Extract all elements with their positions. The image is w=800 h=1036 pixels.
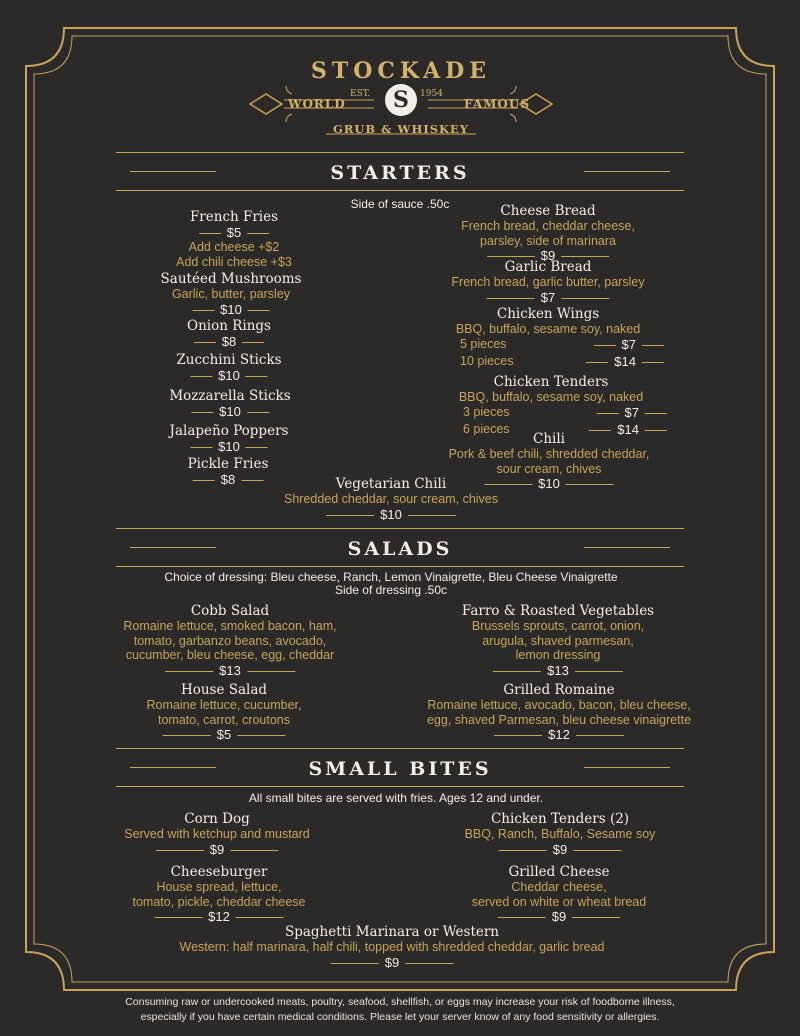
item-price: $5 xyxy=(226,225,242,240)
item-desc: BBQ, buffalo, sesame soy, naked xyxy=(455,322,641,336)
option-label: 6 pieces xyxy=(463,421,510,436)
item-desc: served on white or wheat bread xyxy=(471,894,647,909)
menu-item xyxy=(176,209,292,269)
item-extra: Add cheese +$2 xyxy=(188,240,280,254)
item-name: House Salad xyxy=(180,682,268,698)
item-price: $10 xyxy=(538,476,560,491)
item-name: Onion Rings xyxy=(187,318,271,334)
item-price: $5 xyxy=(216,727,232,742)
item-name: Cheese Bread xyxy=(500,203,596,219)
item-price: $9 xyxy=(209,841,225,857)
item-extra: Add chili cheese +$3 xyxy=(176,254,292,269)
item-price: $8 xyxy=(220,472,236,487)
item-price: $9 xyxy=(540,248,556,263)
menu-item xyxy=(169,388,290,419)
item-name: Jalapeño Poppers xyxy=(169,423,289,439)
salads-dressing-note: Side of dressing .50c xyxy=(334,583,448,597)
item-name: Zucchini Sticks xyxy=(176,352,282,368)
footer-disclaimer xyxy=(0,995,800,1025)
option-price: $14 xyxy=(614,353,636,369)
item-desc: Garlic, butter, parsley xyxy=(171,287,291,301)
item-price: $10 xyxy=(380,506,402,522)
logo-left-word: WORLD xyxy=(288,97,346,111)
menu-item xyxy=(465,811,656,857)
item-desc: parsley, side of marinara xyxy=(480,233,616,248)
menu-item xyxy=(124,811,310,857)
item-desc: tomato, pickle, cheddar cheese xyxy=(132,894,306,909)
item-desc: Western: half marinara, half chili, topped with shredded cheddar, garlic bread xyxy=(179,940,605,954)
option-row xyxy=(460,337,636,352)
item-name: Chicken Tenders (2) xyxy=(490,811,630,827)
item-desc: House spread, lettuce, xyxy=(156,880,282,894)
item-name: Mozzarella Sticks xyxy=(169,388,291,404)
item-price: $8 xyxy=(221,334,237,349)
logo-name: STOCKADE xyxy=(310,58,492,84)
item-name: Spaghetti Marinara or Western xyxy=(284,924,500,940)
salads-bottom-rule xyxy=(116,566,684,567)
item-name: Chicken Tenders xyxy=(493,374,609,390)
item-name: Cheeseburger xyxy=(170,864,268,880)
item-desc: Pork & beef chili, shredded cheddar, xyxy=(448,447,650,461)
menu-item xyxy=(161,271,302,317)
menu-item xyxy=(188,456,269,487)
menu-item xyxy=(459,374,643,437)
salads-top-rule xyxy=(116,528,684,529)
item-price: $9 xyxy=(552,841,568,857)
item-name: Pickle Fries xyxy=(187,456,269,472)
item-price: $10 xyxy=(220,301,242,317)
option-price: $7 xyxy=(621,336,636,352)
option-row xyxy=(460,354,636,369)
item-desc: Romaine lettuce, avocado, bacon, bleu cheese, xyxy=(427,698,691,712)
item-desc: lemon dressing xyxy=(515,648,601,662)
menu-item xyxy=(123,603,336,678)
menu-item xyxy=(187,318,271,349)
item-name: Corn Dog xyxy=(184,811,250,827)
option-label: 5 pieces xyxy=(460,336,507,351)
item-desc: Shredded cheddar, sour cream, chives xyxy=(283,492,499,506)
item-price: $12 xyxy=(548,727,570,742)
logo-right-word: FAMOUS xyxy=(464,97,530,111)
item-desc: French bread, cheddar cheese, xyxy=(461,219,635,233)
item-desc: tomato, garbanzo beans, avocado, xyxy=(133,633,327,648)
starters-note: Side of sauce .50c xyxy=(350,197,450,211)
option-price: $7 xyxy=(624,404,639,420)
menu-item xyxy=(179,924,604,970)
menu-item xyxy=(472,864,646,924)
item-name: Sautéed Mushrooms xyxy=(160,271,302,287)
item-desc: Brussels sprouts, carrot, onion, xyxy=(471,619,645,633)
footer-line: Consuming raw or undercooked meats, poultry, seafood, shellfish, or eggs may increase your risk of foodborne illness, xyxy=(125,996,675,1008)
menu-item xyxy=(461,203,635,263)
item-name: Grilled Romaine xyxy=(503,682,615,698)
salads-note: Choice of dressing: Bleu cheese, Ranch, Lemon Vinaigrette, Bleu Cheese Vinaigrette xyxy=(164,570,618,584)
item-name: Grilled Cheese xyxy=(508,864,610,880)
menu-item xyxy=(170,423,289,454)
item-price: $9 xyxy=(384,954,400,970)
item-desc: Romaine lettuce, cucumber, xyxy=(146,698,302,712)
logo-est: EST. xyxy=(350,89,371,99)
small-bites-note: All small bites are served with fries. Ages 12 and under. xyxy=(248,791,544,805)
item-name: Chicken Wings xyxy=(496,306,600,322)
item-desc: French bread, garlic butter, parsley xyxy=(451,275,645,289)
item-desc: arugula, shaved parmesan, xyxy=(482,633,634,648)
item-desc: tomato, carrot, croutons xyxy=(157,712,291,727)
item-price: $12 xyxy=(208,909,230,924)
item-desc: sour cream, chives xyxy=(496,461,602,476)
item-price: $13 xyxy=(219,662,241,678)
item-name: Garlic Bread xyxy=(504,259,592,275)
option-label: 3 pieces xyxy=(463,404,510,419)
item-name: Farro & Roasted Vegetables xyxy=(461,603,655,619)
item-desc: BBQ, Ranch, Buffalo, Sesame soy xyxy=(464,827,656,841)
item-desc: Romaine lettuce, smoked bacon, ham, xyxy=(123,619,337,633)
item-price: $9 xyxy=(551,909,567,924)
small-bites-top-rule xyxy=(116,748,684,749)
logo xyxy=(246,56,556,146)
item-price: $10 xyxy=(218,368,240,383)
option-label: 10 pieces xyxy=(460,353,514,368)
item-desc: egg, shaved Parmesan, bleu cheese vinaigrette xyxy=(426,712,692,727)
menu-item xyxy=(284,476,498,522)
item-name: Chili xyxy=(533,431,565,447)
item-desc: cucumber, bleu cheese, egg, cheddar xyxy=(125,648,335,662)
small-bites-title: SMALL BITES xyxy=(308,758,492,780)
item-desc: BBQ, buffalo, sesame soy, naked xyxy=(458,390,644,404)
item-desc: Served with ketchup and mustard xyxy=(124,827,310,841)
item-name: Cobb Salad xyxy=(190,603,270,619)
logo-initial: S xyxy=(393,87,409,113)
item-price: $10 xyxy=(218,439,240,454)
menu-item xyxy=(132,864,305,924)
menu-item xyxy=(427,682,691,742)
salads-title: SALADS xyxy=(347,538,453,560)
starters-title: STARTERS xyxy=(330,162,470,184)
item-desc: Cheddar cheese, xyxy=(511,880,607,894)
item-name: Vegetarian Chili xyxy=(335,476,447,492)
starters-top-rule xyxy=(116,152,684,153)
item-price: $10 xyxy=(219,404,241,419)
small-bites-bottom-rule xyxy=(116,786,684,787)
menu-item xyxy=(147,682,302,742)
menu-item xyxy=(176,352,281,383)
starters-bottom-rule xyxy=(116,190,684,191)
item-price: $7 xyxy=(540,289,556,305)
menu-item xyxy=(456,306,640,369)
logo-tagline: GRUB & WHISKEY xyxy=(333,122,469,136)
footer-line: especially if you have certain medical conditions. Please let your server know of any food sensitivity or allergies. xyxy=(140,1011,660,1023)
item-name: French Fries xyxy=(189,209,279,225)
option-row xyxy=(463,405,639,420)
logo-year: 1954 xyxy=(420,89,443,99)
option-price: $14 xyxy=(617,421,639,437)
menu-item xyxy=(451,259,644,305)
menu-item xyxy=(462,603,654,678)
item-price: $13 xyxy=(547,662,569,678)
